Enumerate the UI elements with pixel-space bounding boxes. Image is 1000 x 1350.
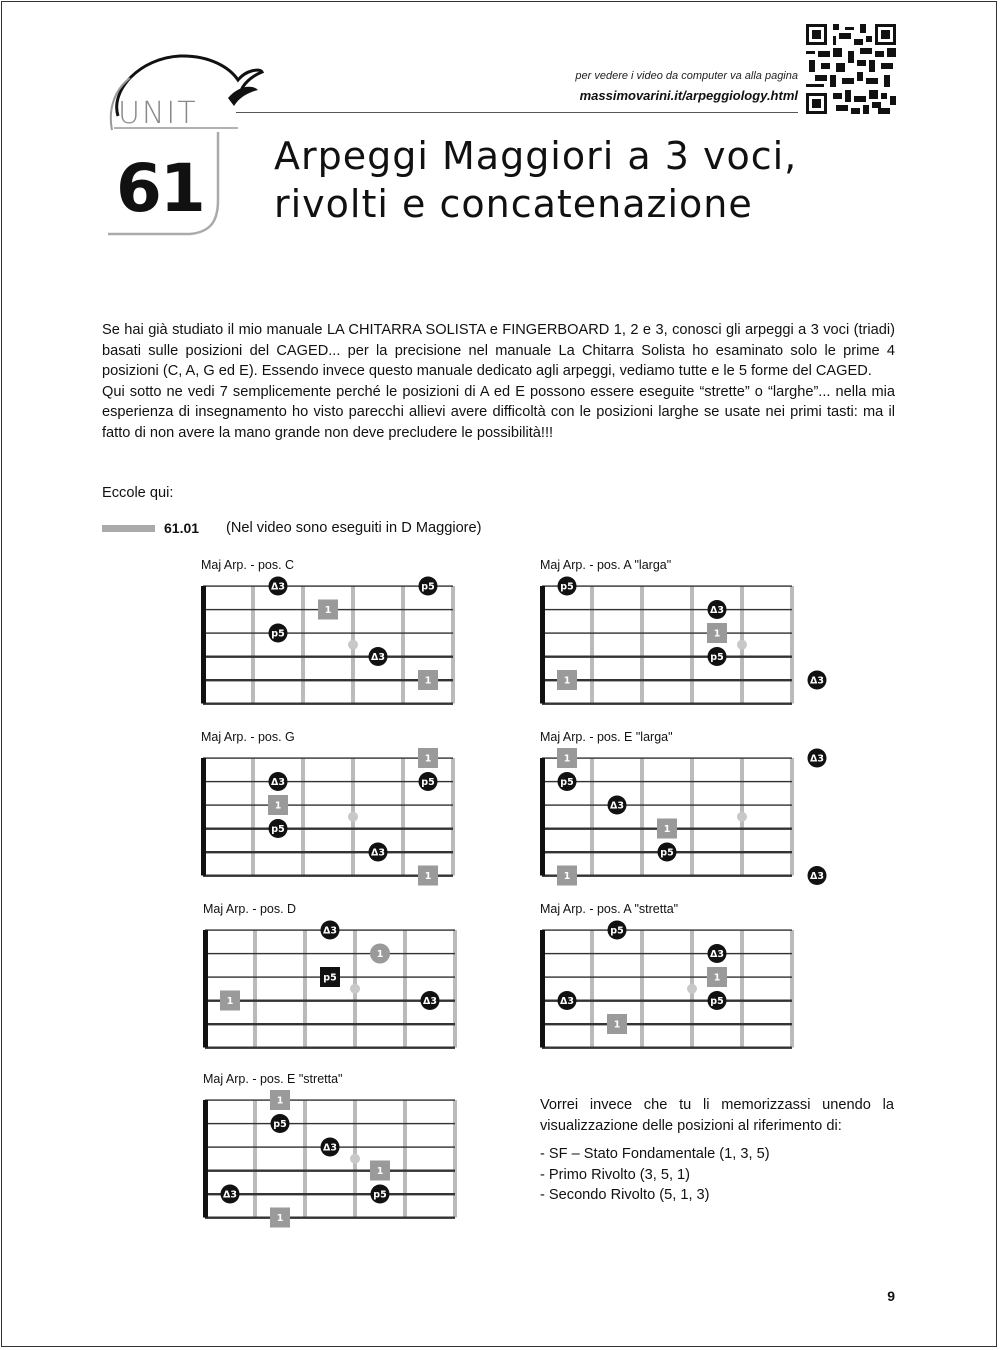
inversion-item: - Primo Rivolto (3, 5, 1) xyxy=(540,1165,770,1186)
diagram-title: Maj Arp. - pos. C xyxy=(201,558,295,572)
note-label: p5 xyxy=(710,996,724,1007)
fret-wire xyxy=(640,586,644,704)
intro-text xyxy=(102,320,895,443)
note-label: p5 xyxy=(273,1119,287,1130)
fret-wire xyxy=(790,930,794,1048)
guitar-string xyxy=(203,875,453,877)
note-label: p5 xyxy=(560,581,574,593)
guitar-string xyxy=(203,632,453,633)
header-divider xyxy=(236,112,798,113)
note-label: 1 xyxy=(276,1095,284,1107)
fret-marker-dot xyxy=(348,640,358,650)
note-label: Δ3 xyxy=(810,753,824,765)
fret-wire xyxy=(403,1100,407,1218)
note-marker xyxy=(607,1014,627,1034)
note-marker xyxy=(608,921,627,940)
note-marker xyxy=(321,1138,340,1157)
note-marker xyxy=(558,772,577,791)
diagram-title: Maj Arp. - pos. A "stretta" xyxy=(540,902,679,916)
note-label: 1 xyxy=(424,675,432,687)
note-marker xyxy=(557,748,577,768)
nut xyxy=(203,1100,208,1218)
note-label: 1 xyxy=(563,753,571,765)
guitar-string xyxy=(205,1099,455,1100)
note-marker xyxy=(418,748,438,768)
nut xyxy=(203,930,208,1048)
fret-wire xyxy=(790,758,794,876)
guitar-string xyxy=(203,804,453,805)
fret-wire xyxy=(451,586,455,704)
note-marker xyxy=(220,991,240,1011)
eccole-label: Eccole qui: xyxy=(102,485,174,501)
note-label: Δ3 xyxy=(810,871,824,882)
guitar-string xyxy=(203,851,453,853)
fret-marker-dot xyxy=(350,1154,360,1164)
fret-wire xyxy=(401,758,405,876)
note-marker xyxy=(321,921,340,940)
inversion-item: - Secondo Rivolto (5, 1, 3) xyxy=(540,1185,770,1206)
outro-text: Vorrei invece che tu li memorizzassi unendo la visualizzazione delle posizioni al riferimento di: xyxy=(540,1097,894,1134)
fret-wire xyxy=(303,930,307,1048)
fret-wire xyxy=(590,586,594,704)
inversion-list xyxy=(540,1144,770,1206)
fret-wire xyxy=(403,930,407,1048)
guitar-string xyxy=(205,1123,455,1124)
note-label: Δ3 xyxy=(223,1189,237,1201)
fret-wire xyxy=(253,1100,257,1218)
note-marker xyxy=(419,772,438,791)
note-label: p5 xyxy=(560,777,574,788)
fret-wire xyxy=(253,930,257,1048)
guitar-string xyxy=(203,703,453,705)
note-label: 1 xyxy=(563,675,571,687)
example-marker-bar xyxy=(102,525,155,532)
title-line-1: Arpeggi Maggiori a 3 voci, xyxy=(274,134,798,178)
note-marker xyxy=(269,819,288,838)
fret-wire xyxy=(251,758,255,876)
note-marker xyxy=(268,795,288,815)
fretboard-diagram xyxy=(540,730,824,890)
diagram-title: Maj Arp. - pos. G xyxy=(201,730,295,744)
fret-wire xyxy=(301,758,305,876)
guitar-string xyxy=(203,656,453,658)
guitar-string xyxy=(205,1217,455,1219)
fret-wire xyxy=(453,930,457,1048)
title-line-2: rivolti e concatenazione xyxy=(274,182,753,226)
fret-wire xyxy=(690,586,694,704)
note-marker xyxy=(418,670,438,690)
nut xyxy=(540,586,545,704)
example-caption: (Nel video sono eseguiti in D Maggiore) xyxy=(226,520,482,536)
note-label: p5 xyxy=(610,925,624,937)
note-marker xyxy=(707,967,727,987)
guitar-string xyxy=(205,1047,455,1049)
note-label: p5 xyxy=(660,847,674,859)
guitar-string xyxy=(542,585,792,586)
guitar-string xyxy=(542,656,792,658)
fret-wire xyxy=(590,758,594,876)
fretboard-diagram xyxy=(540,558,824,718)
guitar-string xyxy=(542,976,792,977)
note-label: 1 xyxy=(713,628,721,640)
guitar-string xyxy=(542,703,792,705)
note-marker xyxy=(419,577,438,596)
note-marker xyxy=(418,866,438,886)
note-marker xyxy=(557,866,577,886)
note-label: 1 xyxy=(276,1213,284,1224)
page-number: 9 xyxy=(887,1288,895,1304)
note-marker xyxy=(708,600,727,619)
note-marker xyxy=(318,600,338,620)
note-marker xyxy=(271,1114,290,1133)
note-marker xyxy=(269,577,288,596)
note-label: Δ3 xyxy=(710,949,724,960)
note-label: Δ3 xyxy=(610,800,624,812)
fretboard-diagram xyxy=(201,558,461,718)
note-marker xyxy=(707,623,727,643)
diagram-title: Maj Arp. - pos. D xyxy=(203,902,297,916)
note-marker xyxy=(708,991,727,1010)
unit-label: UNIT xyxy=(118,96,198,131)
note-label: 1 xyxy=(424,871,432,882)
note-marker xyxy=(557,670,577,690)
note-label: 1 xyxy=(563,871,571,882)
guitar-string xyxy=(205,1170,455,1172)
note-label: p5 xyxy=(373,1189,387,1201)
note-marker xyxy=(270,1090,290,1110)
diagram-title: Maj Arp. - pos. E "stretta" xyxy=(203,1072,343,1086)
note-marker xyxy=(808,866,827,885)
note-label: Δ3 xyxy=(371,652,385,663)
guitar-string xyxy=(542,804,792,805)
note-label: 1 xyxy=(613,1019,621,1031)
diagram-title: Maj Arp. - pos. E "larga" xyxy=(540,730,673,744)
note-label: p5 xyxy=(710,652,724,663)
fret-wire xyxy=(740,930,744,1048)
fret-wire xyxy=(303,1100,307,1218)
fretboard-diagram xyxy=(203,902,463,1062)
guitar-string xyxy=(542,632,792,633)
note-marker xyxy=(558,577,577,596)
guitar-string xyxy=(542,609,792,610)
nut xyxy=(201,586,206,704)
note-label: Δ3 xyxy=(323,1142,337,1154)
fret-wire xyxy=(790,586,794,704)
note-marker xyxy=(421,991,440,1010)
note-marker xyxy=(269,772,288,791)
diagram-title: Maj Arp. - pos. A "larga" xyxy=(540,558,672,572)
note-label: Δ3 xyxy=(271,581,285,593)
note-marker xyxy=(369,647,388,666)
guitar-string xyxy=(542,953,792,954)
note-label: 1 xyxy=(663,824,671,835)
note-label: 1 xyxy=(376,949,384,960)
guitar-string xyxy=(205,953,455,954)
note-marker xyxy=(658,843,677,862)
guitar-string xyxy=(205,1000,455,1002)
qr-code-icon[interactable] xyxy=(806,24,896,114)
fret-wire xyxy=(640,930,644,1048)
note-label: Δ3 xyxy=(810,675,824,687)
guitar-string xyxy=(205,1023,455,1025)
note-label: p5 xyxy=(421,777,435,788)
note-marker xyxy=(708,944,727,963)
nut xyxy=(540,930,545,1048)
fret-wire xyxy=(453,1100,457,1218)
guitar-string xyxy=(542,757,792,758)
intro-paragraph-1: Se hai già studiato il mio manuale LA CHITARRA SOLISTA e FINGERBOARD 1, 2 e 3, conosci gli arpeggi a 3 voci (triadi) basati sulle posizioni del CAGED... per la precisione nel manuale La Chitarra Solista ho esaminato solo le prime 4 posizioni (C, A, G ed E). Essendo invece questo manuale dedicato agli arpeggi, vediamo tutte e le 5 forme del CAGED. xyxy=(102,322,895,379)
fret-wire xyxy=(690,758,694,876)
guitar-string xyxy=(203,757,453,758)
note-marker xyxy=(808,749,827,768)
note-marker xyxy=(369,843,388,862)
note-marker xyxy=(558,991,577,1010)
guitar-string xyxy=(203,585,453,586)
note-marker xyxy=(370,1161,390,1181)
unit-number: 61 xyxy=(116,150,204,227)
nut xyxy=(540,758,545,876)
fret-wire xyxy=(251,586,255,704)
note-marker xyxy=(808,671,827,690)
example-number: 61.01 xyxy=(164,520,200,536)
note-label: 1 xyxy=(713,972,721,984)
note-marker xyxy=(270,1208,290,1228)
guitar-string xyxy=(542,929,792,930)
fret-marker-dot xyxy=(348,812,358,822)
note-label: Δ3 xyxy=(371,847,385,859)
note-label: p5 xyxy=(323,972,337,984)
guitar-string xyxy=(203,781,453,782)
note-marker xyxy=(608,796,627,815)
note-label: 1 xyxy=(376,1166,384,1177)
note-marker xyxy=(370,944,390,964)
fretboard-diagram xyxy=(203,1072,463,1232)
fret-marker-dot xyxy=(737,640,747,650)
guitar-string xyxy=(542,781,792,782)
note-marker xyxy=(269,624,288,643)
note-label: Δ3 xyxy=(560,996,574,1007)
page-title xyxy=(274,132,797,228)
note-marker xyxy=(320,967,340,987)
note-label: Δ3 xyxy=(710,605,724,616)
note-marker xyxy=(371,1185,390,1204)
fretboard-diagram xyxy=(201,730,461,890)
fret-wire xyxy=(590,930,594,1048)
video-url-link[interactable]: massimovarini.it/arpeggiology.html xyxy=(579,88,798,103)
guitar-string xyxy=(542,1047,792,1049)
guitar-string xyxy=(205,1193,455,1195)
guitar-string xyxy=(542,1000,792,1002)
inversion-item: - SF – Stato Fondamentale (1, 3, 5) xyxy=(540,1144,770,1165)
note-label: Δ3 xyxy=(323,925,337,937)
fret-marker-dot xyxy=(350,984,360,994)
fretboard-diagram xyxy=(540,902,800,1062)
fret-wire xyxy=(301,586,305,704)
note-label: p5 xyxy=(271,628,285,640)
fret-marker-dot xyxy=(737,812,747,822)
note-label: p5 xyxy=(271,824,285,835)
fret-wire xyxy=(640,758,644,876)
note-marker xyxy=(708,647,727,666)
fret-wire xyxy=(451,758,455,876)
fret-wire xyxy=(401,586,405,704)
nut xyxy=(201,758,206,876)
note-label: p5 xyxy=(421,581,435,593)
note-label: Δ3 xyxy=(423,996,437,1007)
fret-marker-dot xyxy=(687,984,697,994)
guitar-string xyxy=(542,875,792,877)
video-note: per vedere i video da computer va alla pagina xyxy=(575,70,798,82)
note-marker xyxy=(221,1185,240,1204)
guitar-string xyxy=(542,1023,792,1025)
intro-paragraph-2: Qui sotto ne vedi 7 semplicemente perché le posizioni di A ed E possono essere eseguite “strette” o “larghe”... nella mia esperienza di insegnamento ho visto parecchi allievi avere difficoltà con le posizioni larghe se usate nei primi tasti: ma il fatto di non avere la mano grande non deve precludere le possibilità!!! xyxy=(102,383,895,441)
note-label: 1 xyxy=(274,800,282,812)
guitar-string xyxy=(203,679,453,681)
note-label: 1 xyxy=(424,753,432,765)
note-marker xyxy=(657,819,677,839)
note-label: 1 xyxy=(226,996,234,1007)
guitar-string xyxy=(203,828,453,830)
note-label: Δ3 xyxy=(271,777,285,788)
guitar-string xyxy=(542,679,792,681)
note-label: 1 xyxy=(324,605,332,616)
